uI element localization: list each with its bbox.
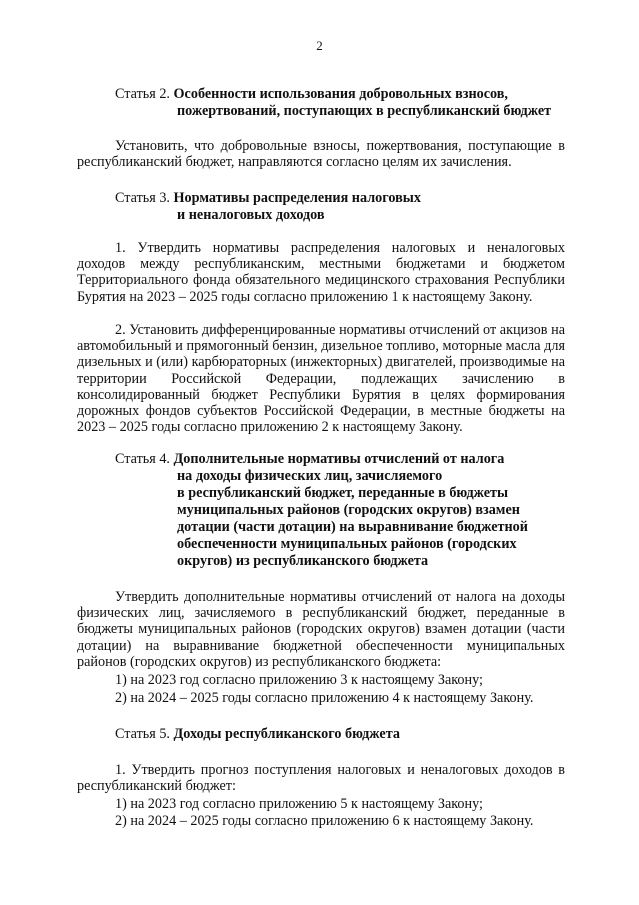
article-4-title-line-6: обеспеченности муниципальных районов (городских [177, 536, 517, 552]
article-4-paragraph-1: Утвердить дополнительные нормативы отчислений от налога на доходы физических лиц, зачисляемого в республиканский бюджет, переданные в бюджеты муниципальных районов (городских округов) взамен дотации (части дотации) на выравнивание бюджетной обеспеченности муниципальных районов (городских округов) из республиканского бюджета: [77, 589, 565, 670]
article-5-title-line-1: Доходы республиканского бюджета [173, 726, 400, 742]
article-4-title-line-1: Дополнительные нормативы отчислений от налога [173, 451, 505, 467]
article-4-list-item-1: 1) на 2023 год согласно приложению 3 к настоящему Закону; [115, 672, 483, 688]
article-4-title-line-2: на доходы физических лиц, зачисляемого [177, 468, 443, 484]
article-5-list-item-2: 2) на 2024 – 2025 годы согласно приложению 6 к настоящему Закону. [115, 813, 534, 829]
article-2-lead: Статья 2. [115, 86, 174, 102]
article-5-list-item-1: 1) на 2023 год согласно приложению 5 к настоящему Закону; [115, 796, 483, 812]
article-2-paragraph-1: Установить, что добровольные взносы, пожертвования, поступающие в республиканский бюджет, направляются согласно целям их зачисления. [77, 138, 565, 171]
article-4-title-line-7: округов) из республиканского бюджета [177, 553, 429, 569]
article-2-heading [115, 86, 551, 120]
article-2-title-line-2: пожертвований, поступающих в республиканский бюджет [177, 103, 552, 119]
article-4-title-line-5: дотации (части дотации) на выравнивание бюджетной [177, 519, 528, 535]
article-3-title-line-1: Нормативы распределения налоговых [173, 190, 421, 206]
article-3-lead: Статья 3. [115, 190, 174, 206]
article-3-heading [115, 190, 421, 224]
page-number: 2 [316, 38, 323, 53]
article-3-paragraph-1: 1. Утвердить нормативы распределения налоговых и неналоговых доходов между республиканским, местными бюджетами и бюджетом Территориального фонда обязательного медицинского страхования Республики Бурятия на 2023 – 2025 годы согласно приложению 1 к настоящему Закону. [77, 240, 565, 305]
article-4-heading [115, 451, 528, 570]
article-4-title-line-3: в республиканский бюджет, переданные в бюджеты [177, 485, 509, 501]
article-4-list-item-2: 2) на 2024 – 2025 годы согласно приложению 4 к настоящему Закону. [115, 690, 534, 706]
article-4-title-line-4: муниципальных районов (городских округов) взамен [177, 502, 520, 518]
article-4-lead: Статья 4. [115, 451, 174, 467]
article-5-heading [115, 726, 400, 743]
article-5-lead: Статья 5. [115, 726, 174, 742]
article-2-title-line-1: Особенности использования добровольных взносов, [173, 86, 508, 102]
article-3-paragraph-2: 2. Установить дифференцированные нормативы отчислений от акцизов на автомобильный и прямогонный бензин, дизельное топливо, моторные масла для дизельных и (или) карбюраторных (инжекторных) двигателей, производимые на территории Российской Федерации, подлежащих зачислению в консолидированный бюджет Республики Бурятия в целях формирования дорожных фондов субъектов Российской Федерации, в местные бюджеты на 2023 – 2025 годы согласно приложению 2 к настоящему Закону. [77, 322, 565, 436]
article-5-paragraph-1: 1. Утвердить прогноз поступления налоговых и неналоговых доходов в республиканский бюджет: [77, 762, 565, 795]
article-3-title-line-2: и неналоговых доходов [177, 207, 325, 223]
